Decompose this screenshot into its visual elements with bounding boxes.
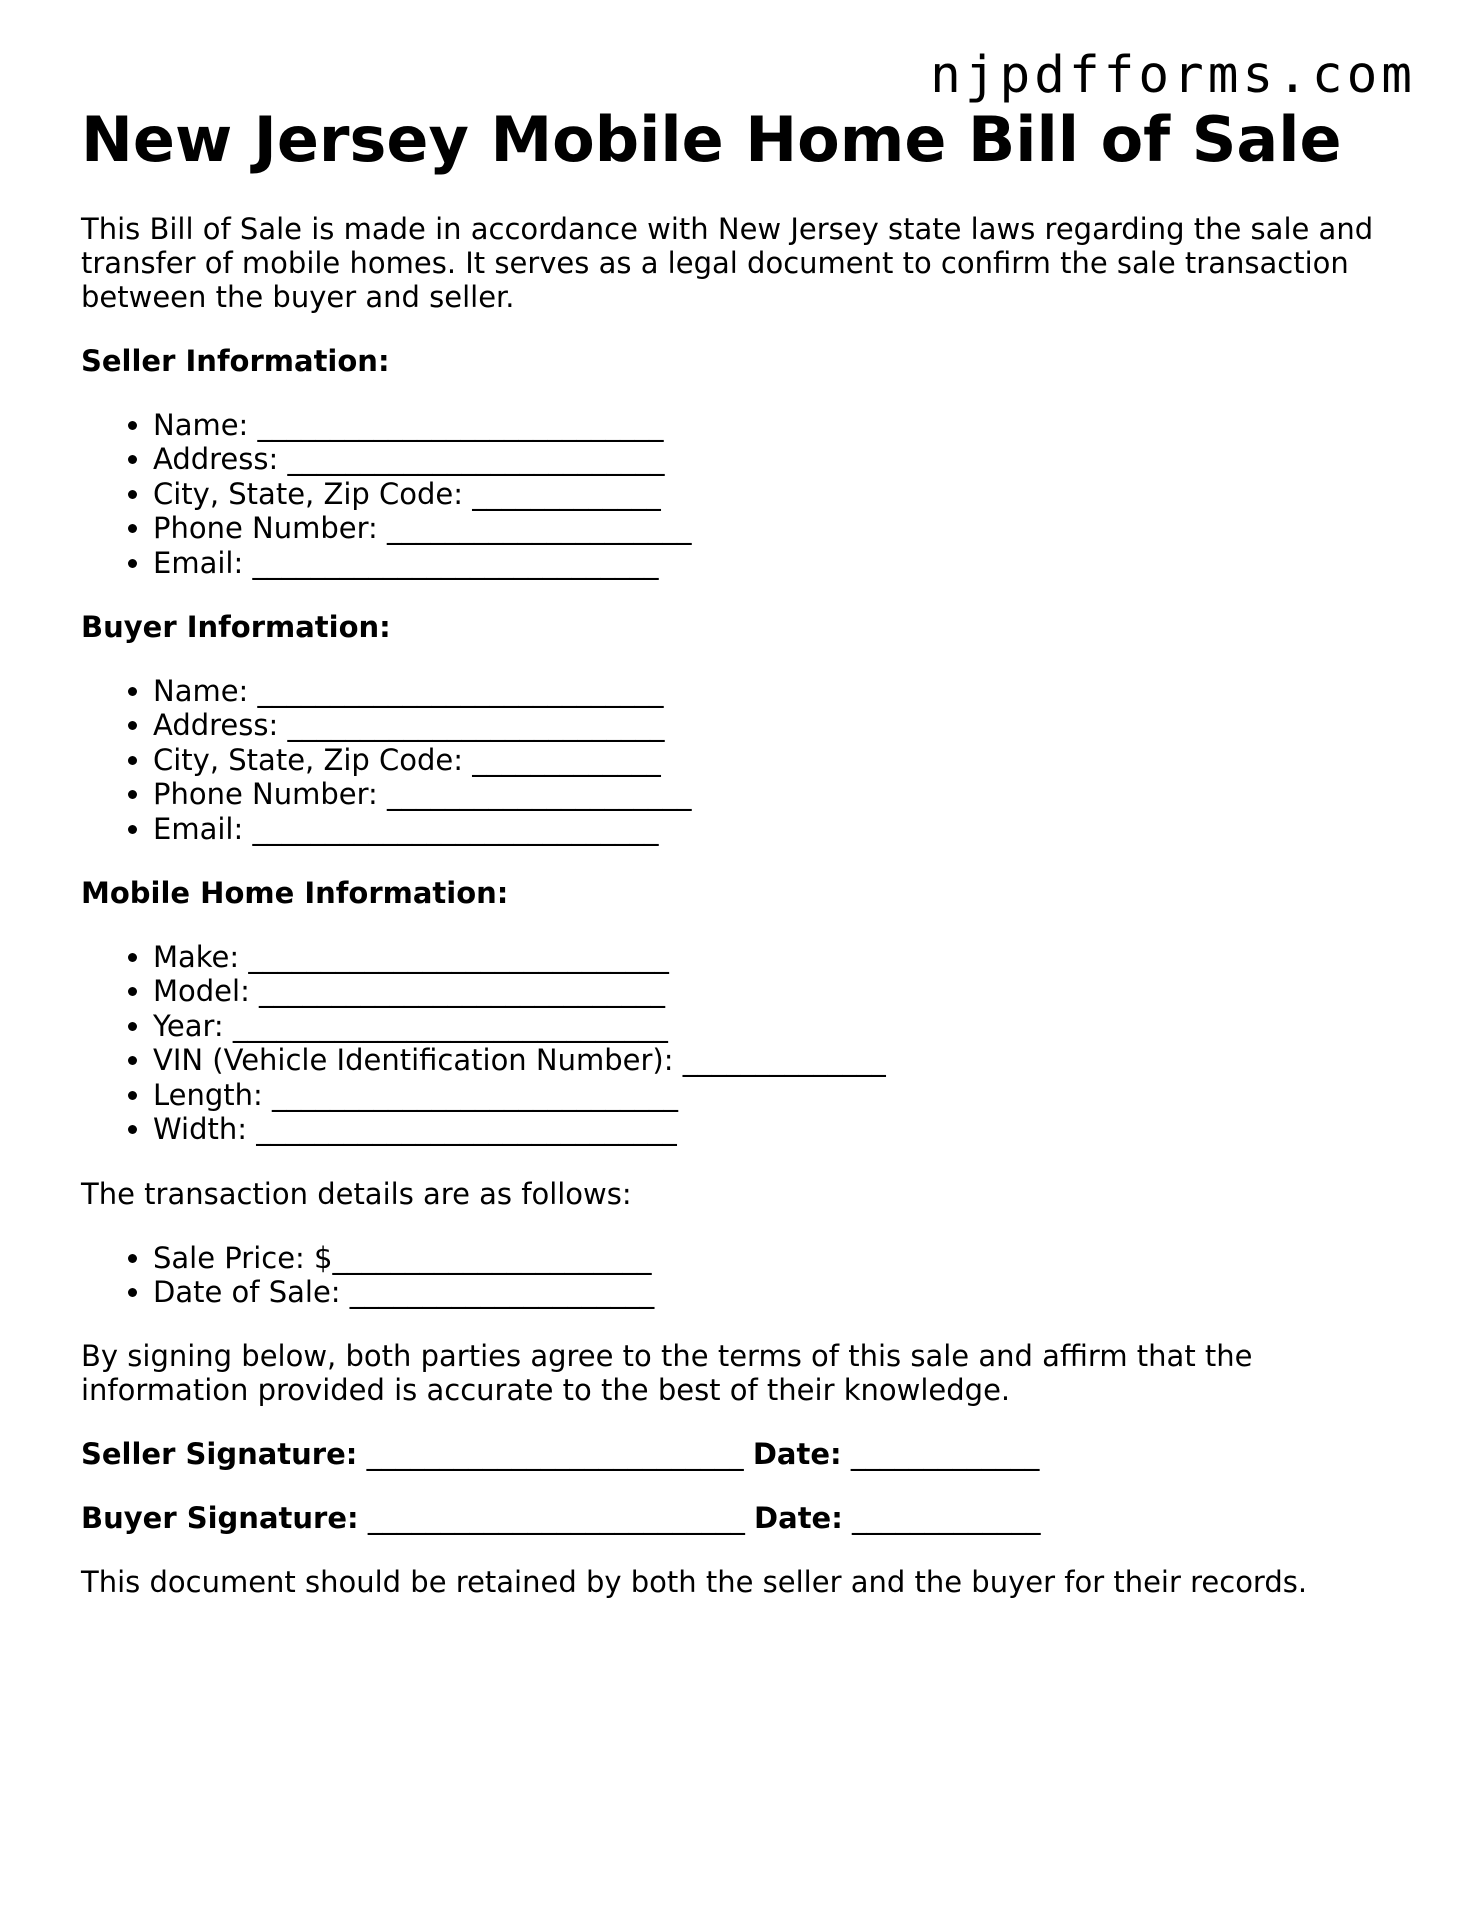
- seller-city-state-zip-field: • City, State, Zip Code: _____________: [153, 477, 1411, 511]
- buyer-phone-field: • Phone Number: _____________________: [153, 777, 1411, 811]
- seller-date-blank: _____________: [841, 1437, 1040, 1472]
- buyer-date-label: Date:: [754, 1501, 843, 1536]
- document-title: New Jersey Mobile Home Bill of Sale: [81, 103, 1342, 176]
- buyer-signature-line: [81, 1501, 1411, 1535]
- buyer-heading: Buyer Information:: [81, 610, 391, 645]
- home-year-field: • Year: ______________________________: [153, 1009, 1411, 1043]
- buyer-name-field: • Name: ____________________________: [153, 674, 1411, 708]
- seller-signature-blank: __________________________: [357, 1437, 753, 1472]
- seller-address-field: • Address: __________________________: [153, 442, 1411, 476]
- home-make-field: • Make: _____________________________: [153, 940, 1411, 974]
- seller-name-field: • Name: ____________________________: [153, 408, 1411, 442]
- seller-date-label: Date:: [752, 1437, 842, 1472]
- buyer-fields-list: [81, 674, 1411, 846]
- footer-note: This document should be retained by both the seller and the buyer for their records.: [81, 1565, 1308, 1600]
- buyer-signature-label: Buyer Signature:: [81, 1501, 359, 1536]
- seller-heading: Seller Information:: [81, 344, 390, 378]
- buyer-city-state-zip-field: • City, State, Zip Code: _____________: [153, 743, 1411, 777]
- buyer-date-blank: _____________: [842, 1501, 1041, 1536]
- home-vin-field: • VIN (Vehicle Identification Number): ______________: [153, 1043, 1411, 1077]
- seller-email-field: • Email: ____________________________: [153, 546, 1411, 580]
- buyer-email-field: • Email: ____________________________: [153, 812, 1411, 846]
- home-length-field: • Length: ____________________________: [153, 1078, 1411, 1112]
- buyer-address-field: • Address: __________________________: [153, 708, 1411, 742]
- home-width-field: • Width: _____________________________: [153, 1112, 1411, 1146]
- mobile-home-heading: Mobile Home Information:: [81, 876, 509, 911]
- document-page: [81, 100, 1411, 1599]
- transaction-intro: The transaction details are as follows:: [81, 1176, 632, 1211]
- sale-price-field: • Sale Price: $______________________: [153, 1241, 1411, 1275]
- buyer-signature-blank: __________________________: [358, 1501, 755, 1536]
- seller-phone-field: • Phone Number: _____________________: [153, 511, 1411, 545]
- mobile-home-fields-list: [81, 940, 1411, 1146]
- seller-signature-line: [81, 1437, 1411, 1471]
- transaction-fields-list: [81, 1241, 1411, 1310]
- home-model-field: • Model: ____________________________: [153, 974, 1411, 1008]
- agreement-paragraph: By signing below, both parties agree to the terms of this sale and affirm that the information provided is accurate to the best of their knowledge.: [81, 1339, 1253, 1408]
- date-of-sale-field: • Date of Sale: _____________________: [153, 1275, 1411, 1309]
- seller-signature-label: Seller Signature:: [81, 1437, 358, 1472]
- intro-paragraph: This Bill of Sale is made in accordance with New Jersey state laws regarding the sale and transfer of mobile homes. It serves as a legal document to confirm the sale transaction between the buyer and seller.: [81, 212, 1374, 314]
- seller-fields-list: [81, 408, 1411, 580]
- watermark: njpdfforms.com: [930, 46, 1416, 105]
